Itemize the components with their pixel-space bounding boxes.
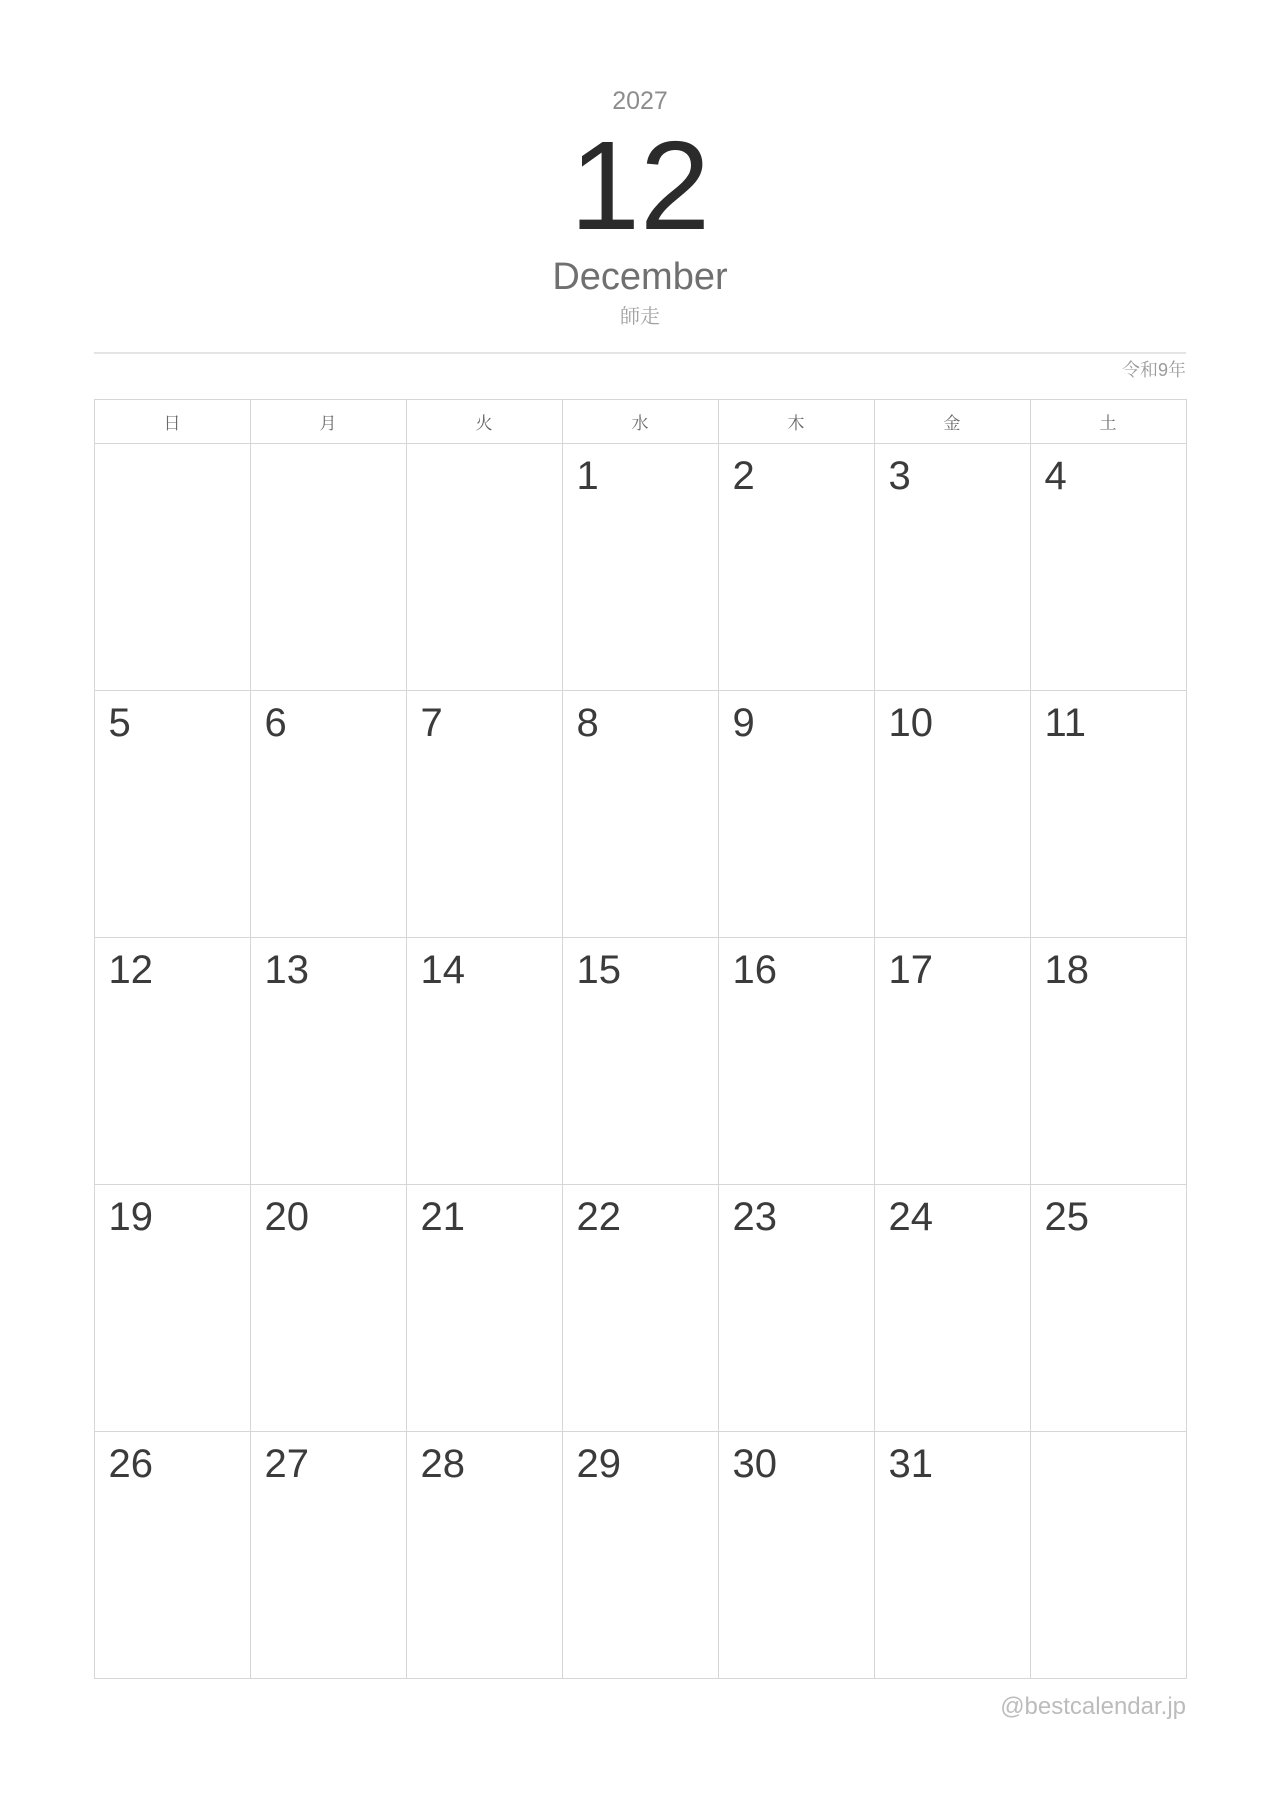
day-cell-5: 5 bbox=[94, 690, 250, 937]
day-cell-1: 1 bbox=[562, 443, 718, 690]
weekday-header-0: 日 bbox=[94, 399, 250, 443]
weekday-header-3: 水 bbox=[562, 399, 718, 443]
era-year-label: 令和9年 bbox=[1121, 359, 1186, 380]
day-cell-17: 17 bbox=[874, 937, 1030, 1184]
week-row-2 bbox=[94, 937, 1186, 1184]
month-name-english: December bbox=[552, 256, 728, 299]
day-cell-24: 24 bbox=[874, 1184, 1030, 1431]
day-cell-11: 11 bbox=[1030, 690, 1186, 937]
weekday-header-6: 土 bbox=[1030, 399, 1186, 443]
day-cell-6: 6 bbox=[250, 690, 406, 937]
day-cell-13: 13 bbox=[250, 937, 406, 1184]
month-grid bbox=[94, 399, 1187, 1679]
day-cell-16: 16 bbox=[718, 937, 874, 1184]
day-cell-25: 25 bbox=[1030, 1184, 1186, 1431]
day-cell-9: 9 bbox=[718, 690, 874, 937]
weekday-header-1: 月 bbox=[250, 399, 406, 443]
calendar-header bbox=[0, 0, 1280, 330]
weekday-header-4: 木 bbox=[718, 399, 874, 443]
day-cell-21: 21 bbox=[406, 1184, 562, 1431]
day-cell-4: 4 bbox=[1030, 443, 1186, 690]
week-row-3 bbox=[94, 1184, 1186, 1431]
day-cell-15: 15 bbox=[562, 937, 718, 1184]
day-cell-19: 19 bbox=[94, 1184, 250, 1431]
day-cell-22: 22 bbox=[562, 1184, 718, 1431]
day-cell-27: 27 bbox=[250, 1431, 406, 1678]
day-cell-empty bbox=[94, 443, 250, 690]
day-cell-23: 23 bbox=[718, 1184, 874, 1431]
day-cell-empty bbox=[250, 443, 406, 690]
day-cell-7: 7 bbox=[406, 690, 562, 937]
day-cell-2: 2 bbox=[718, 443, 874, 690]
day-cell-26: 26 bbox=[94, 1431, 250, 1678]
month-name-japanese: 師走 bbox=[620, 305, 660, 328]
header-divider bbox=[94, 352, 1186, 354]
weekday-header-2: 火 bbox=[406, 399, 562, 443]
day-cell-8: 8 bbox=[562, 690, 718, 937]
day-cell-12: 12 bbox=[94, 937, 250, 1184]
site-credit: @bestcalendar.jp bbox=[1000, 1692, 1186, 1720]
week-row-4 bbox=[94, 1431, 1186, 1678]
day-cell-10: 10 bbox=[874, 690, 1030, 937]
weekday-header-row bbox=[94, 399, 1186, 443]
week-row-1 bbox=[94, 690, 1186, 937]
day-cell-empty bbox=[406, 443, 562, 690]
day-cell-14: 14 bbox=[406, 937, 562, 1184]
day-cell-empty bbox=[1030, 1431, 1186, 1678]
day-cell-28: 28 bbox=[406, 1431, 562, 1678]
year-label: 2027 bbox=[612, 87, 668, 115]
day-cell-30: 30 bbox=[718, 1431, 874, 1678]
day-cell-18: 18 bbox=[1030, 937, 1186, 1184]
month-number: 12 bbox=[569, 115, 711, 256]
day-cell-31: 31 bbox=[874, 1431, 1030, 1678]
day-cell-3: 3 bbox=[874, 443, 1030, 690]
weekday-header-5: 金 bbox=[874, 399, 1030, 443]
day-cell-29: 29 bbox=[562, 1431, 718, 1678]
week-row-0 bbox=[94, 443, 1186, 690]
day-cell-20: 20 bbox=[250, 1184, 406, 1431]
